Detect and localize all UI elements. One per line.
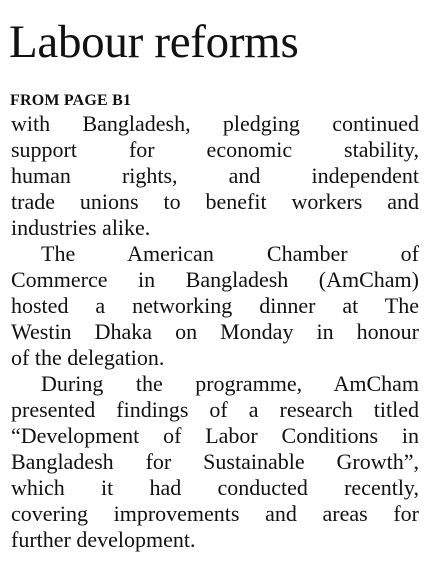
- continued-from-label: FROM PAGE B1: [10, 92, 132, 109]
- text-line: covering improvements and areas for: [11, 501, 419, 526]
- text-line: industries alike.: [11, 215, 151, 240]
- text-line: with Bangladesh, pledging continued: [11, 111, 419, 136]
- text-line: The American Chamber of: [41, 241, 419, 266]
- text-line: Bangladesh for Sustainable Growth”,: [11, 449, 419, 474]
- text-line: Westin Dhaka on Monday in honour: [11, 319, 419, 344]
- text-line: trade unions to benefit workers and: [11, 189, 419, 214]
- paragraph-2: [11, 241, 419, 371]
- text-line: “Development of Labor Conditions in: [11, 423, 419, 448]
- paragraph-3: [11, 371, 419, 553]
- article-headline: Labour reforms: [9, 16, 299, 68]
- text-line: which it had conducted recently,: [11, 475, 419, 500]
- article-body: [11, 111, 419, 553]
- text-line: of the delegation.: [11, 345, 165, 370]
- text-line: further development.: [11, 527, 196, 552]
- text-line: human rights, and independent: [11, 163, 419, 188]
- text-line: During the programme, AmCham: [41, 371, 419, 396]
- text-line: hosted a networking dinner at The: [11, 293, 419, 318]
- text-line: presented findings of a research titled: [11, 397, 419, 422]
- paragraph-1: [11, 111, 419, 241]
- text-line: support for economic stability,: [11, 137, 419, 162]
- text-line: Commerce in Bangladesh (AmCham): [11, 267, 419, 292]
